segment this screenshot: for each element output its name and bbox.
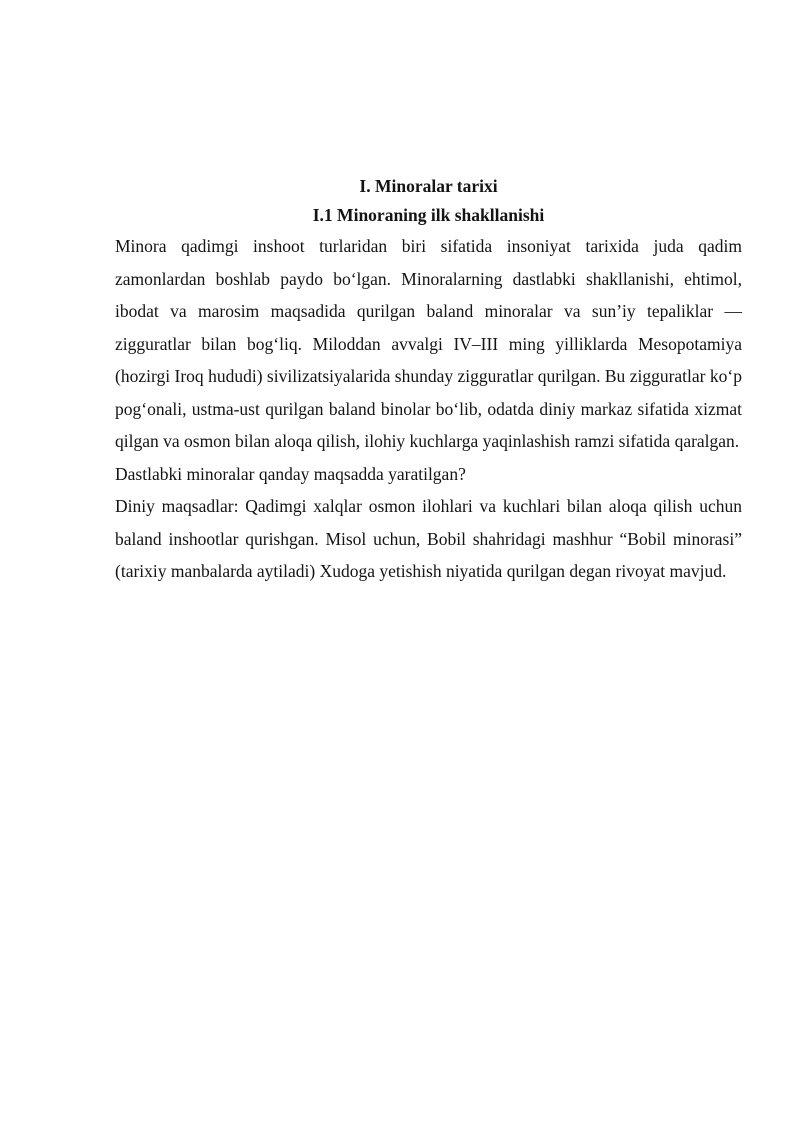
paragraph-religious-purposes: Diniy maqsadlar: Qadimgi xalqlar osmon ilohlari va kuchlari bilan aloqa qilish uchun baland inshootlar qurishgan. Misol uchun, Bobil shahridagi mashhur “Bobil minorasi” (tarixiy manbalarda aytiladi) Xudoga yetishish niyatida qurilgan degan rivoyat mavjud. (115, 496, 742, 581)
paragraph-question: Dastlabki minoralar qanday maqsadda yaratilgan? (115, 463, 466, 484)
chapter-heading: I. Minoralar tarixi (359, 176, 498, 196)
document-content (115, 172, 742, 588)
paragraph-intro: Minora qadimgi inshoot turlaridan biri sifatida insoniyat tarixida juda qadim zamonlardan boshlab paydo bo‘lgan. Minoralarning dastlabki shakllanishi, ehtimol, ibodat va marosim maqsadida qurilgan baland minoralar va sun’iy tepaliklar — zigguratlar bilan bog‘liq. Miloddan avvalgi IV–III ming yilliklarda Mesopotamiya (hozirgi Iroq hududi) sivilizatsiyalarida shunday zigguratlar qurilgan. Bu zigguratlar ko‘p pog‘onali, ustma-ust qurilgan baland binolar bo‘lib, odatda diniy markaz sifatida xizmat qilgan va osmon bilan aloqa qilish, ilohiy kuchlarga yaqinlashish ramzi sifatida qaralgan. (115, 236, 742, 451)
section-heading: I.1 Minoraning ilk shakllanishi (312, 205, 545, 225)
